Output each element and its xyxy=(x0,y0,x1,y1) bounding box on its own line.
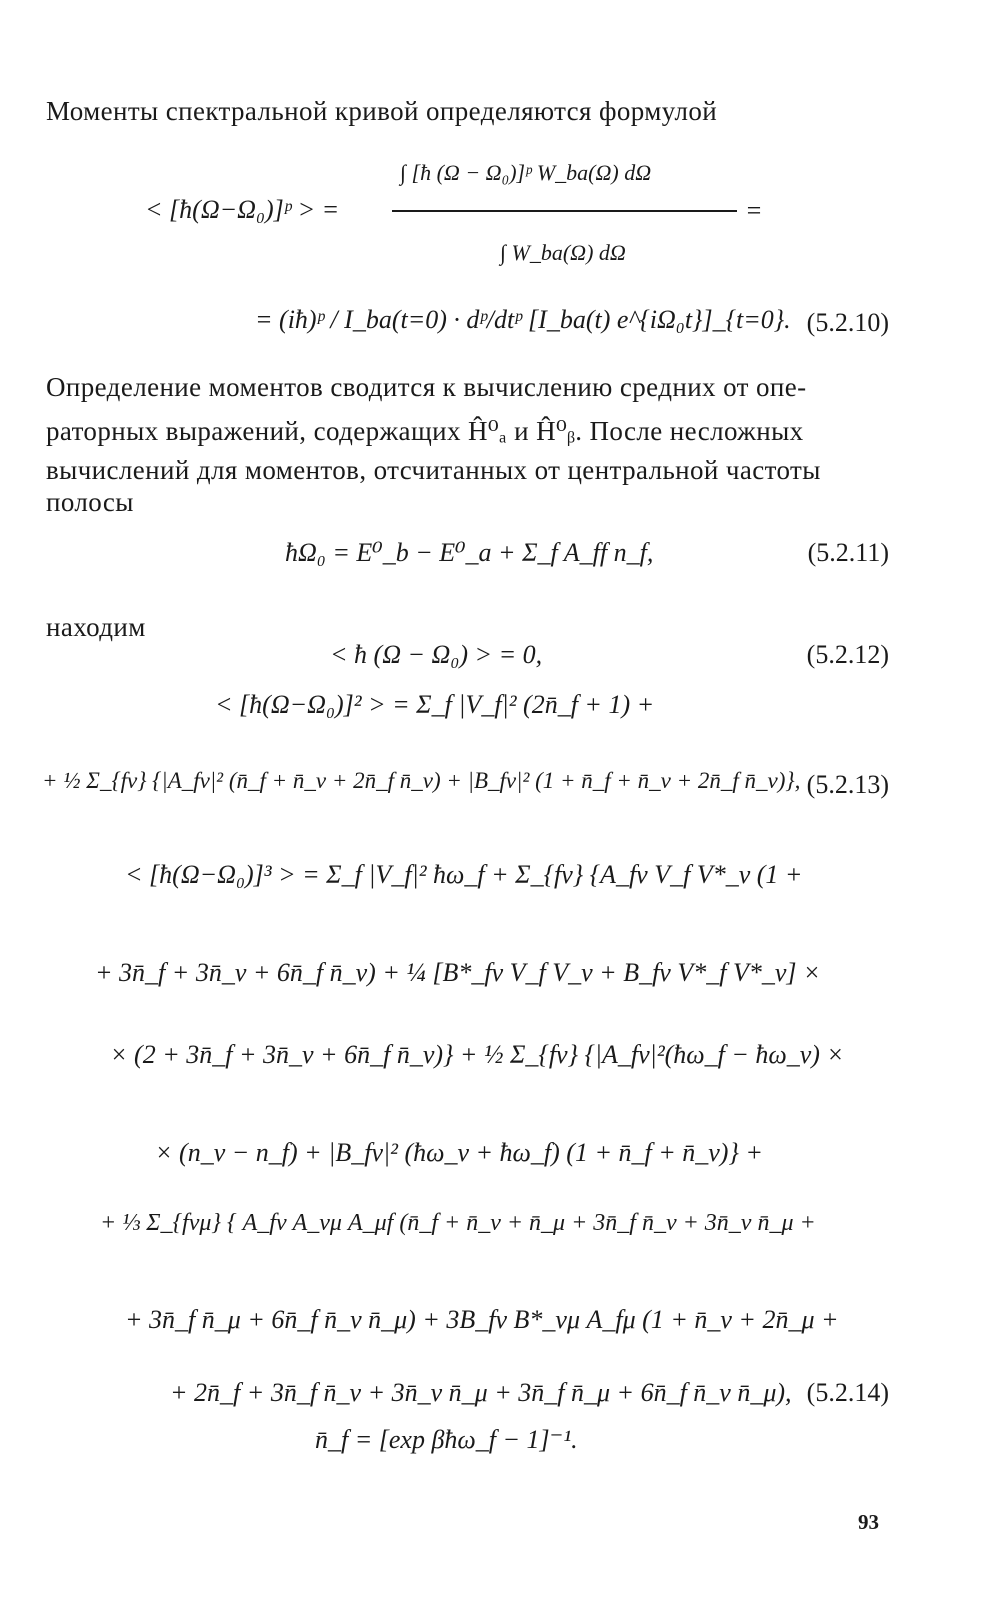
eq-5-2-12: < ħ (Ω − Ω₀) > = 0, xyxy=(330,640,543,669)
eq-5-2-14-line-6: + 3n̄_f n̄_μ + 6n̄_f n̄_ν n̄_μ) + 3B_fν B*_νμ A_fμ (1 + n̄_ν + 2n̄_μ + xyxy=(125,1305,839,1334)
eq-5-2-14-line-7: + 2n̄_f + 3n̄_f n̄_ν + 3n̄_ν n̄_μ + 3n̄_f n̄_μ + 6n̄_f n̄_ν n̄_μ), xyxy=(170,1378,792,1407)
eq-5-2-14-line-3: × (2 + 3n̄_f + 3n̄_ν + 6n̄_f n̄_ν)} + ½ Σ_{fν} {|A_fν|²(ħω_f − ħω_ν) × xyxy=(110,1040,844,1069)
eq-5-2-10-lhs: < [ħ(Ω−Ω₀)]ᵖ > = xyxy=(145,195,340,224)
eq-5-2-14-line-5: + ⅓ Σ_{fνμ} { A_fν A_νμ A_μf (n̄_f + n̄_ν + n̄_μ + 3n̄_f n̄_ν + 3n̄_ν n̄_μ + xyxy=(100,1210,816,1236)
eq-5-2-14-line-2: + 3n̄_f + 3n̄_ν + 6n̄_f n̄_ν) + ¼ [B*_fν V_f V_ν + B_fν V*_f V*_ν] × xyxy=(95,958,821,987)
eq-number-5-2-13: (5.2.13) xyxy=(806,770,889,799)
eq-5-2-13-line-1: < [ħ(Ω−Ω₀)]² > = Σ_f |V_f|² (2n̄_f + 1) + xyxy=(215,690,655,719)
page-number: 93 xyxy=(858,1510,879,1534)
eq-5-2-10-fraction-bar xyxy=(392,210,737,212)
eq-number-5-2-11: (5.2.11) xyxy=(807,538,889,567)
eq-5-2-10-denominator: ∫ W_ba(Ω) dΩ xyxy=(500,240,626,265)
eq-number-5-2-14: (5.2.14) xyxy=(806,1378,889,1407)
eq-5-2-14-line-4: × (n_ν − n_f) + |B_fν|² (ħω_ν + ħω_f) (1 + n̄_f + n̄_ν)} + xyxy=(155,1138,763,1167)
intro-paragraph: Моменты спектральной кривой определяются формулой xyxy=(46,96,718,126)
definition-line-1: Определение моментов сводится к вычислению средних от опе- xyxy=(46,372,807,402)
eq-5-2-10-numerator: ∫ [ħ (Ω − Ω₀)]ᵖ W_ba(Ω) dΩ xyxy=(400,160,652,185)
definition-line-3: вычислений для моментов, отсчитанных от центральной частоты xyxy=(46,455,821,485)
eq-5-2-11: ħΩ₀ = E⁰_b − E⁰_a + Σ_f A_ff n_f, xyxy=(285,538,654,567)
eq-nf-definition: n̄_f = [exp βħω_f − 1]⁻¹. xyxy=(315,1425,578,1454)
eq-number-5-2-12: (5.2.12) xyxy=(806,640,889,669)
definition-line-4: полосы xyxy=(46,487,134,517)
eq-5-2-10-rhs: = (iħ)ᵖ / I_ba(t=0) · dᵖ/dtᵖ [I_ba(t) e^{iΩ₀t}]_{t=0}. xyxy=(255,305,791,334)
eq-5-2-10-equals: = xyxy=(745,196,763,225)
eq-number-5-2-10: (5.2.10) xyxy=(806,308,889,337)
eq-5-2-14-line-1: < [ħ(Ω−Ω₀)]³ > = Σ_f |V_f|² ħω_f + Σ_{fν} {A_fν V_f V*_ν (1 + xyxy=(125,860,803,889)
definition-line-2: раторных выражений, содержащих Ĥ⁰ₐ и Ĥ⁰ᵦ. После несложных xyxy=(46,416,804,446)
eq-5-2-13-line-2: + ½ Σ_{fν} {|A_fν|² (n̄_f + n̄_ν + 2n̄_f n̄_ν) + |B_fν|² (1 + n̄_f + n̄_ν + 2n̄_f n̄_ν)}, xyxy=(42,768,801,793)
find-word: находим xyxy=(46,612,146,642)
